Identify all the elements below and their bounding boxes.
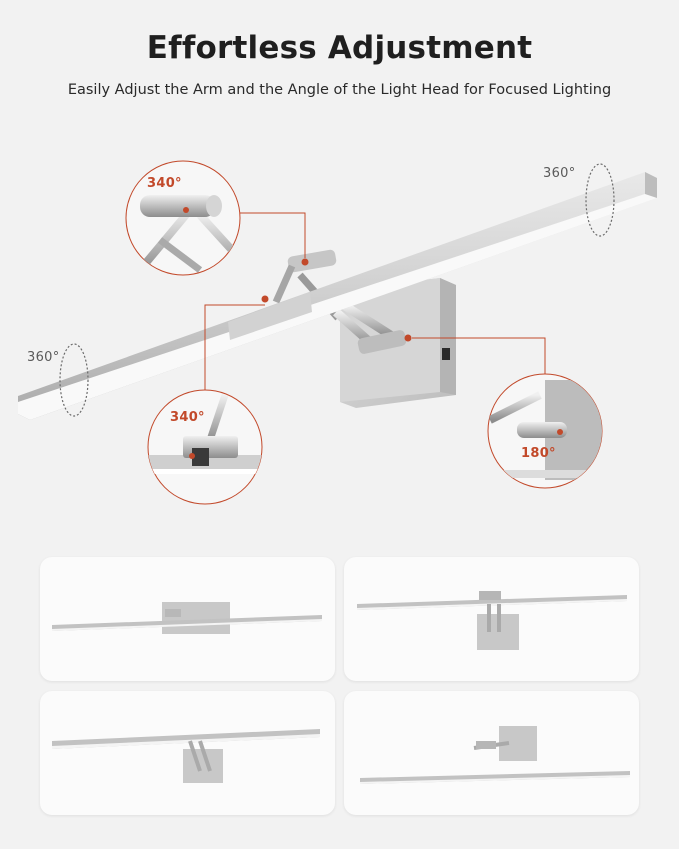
- thumbnail-panel-2: [344, 557, 639, 681]
- page-title: Effortless Adjustment: [146, 30, 533, 66]
- rotation-label-callout-top: 340°: [147, 176, 182, 191]
- rotation-label-bar-right: 360°: [543, 166, 576, 181]
- callout-right-detail: [485, 374, 625, 488]
- callout-top-detail: [126, 161, 250, 275]
- thumbnail-panel-4: [344, 691, 639, 815]
- rotation-label-callout-bottom-left: 340°: [170, 410, 205, 425]
- thumbnail-panel-1: [40, 557, 335, 681]
- rotation-label-callout-right: 180°: [521, 446, 556, 461]
- page-subtitle: Easily Adjust the Arm and the Angle of the Light Head for Focused Lighting: [67, 82, 612, 98]
- callout-bottom-left-detail: [140, 390, 280, 504]
- thumbnail-panel-3: [40, 691, 335, 815]
- rotation-label-bar-left: 360°: [27, 350, 60, 365]
